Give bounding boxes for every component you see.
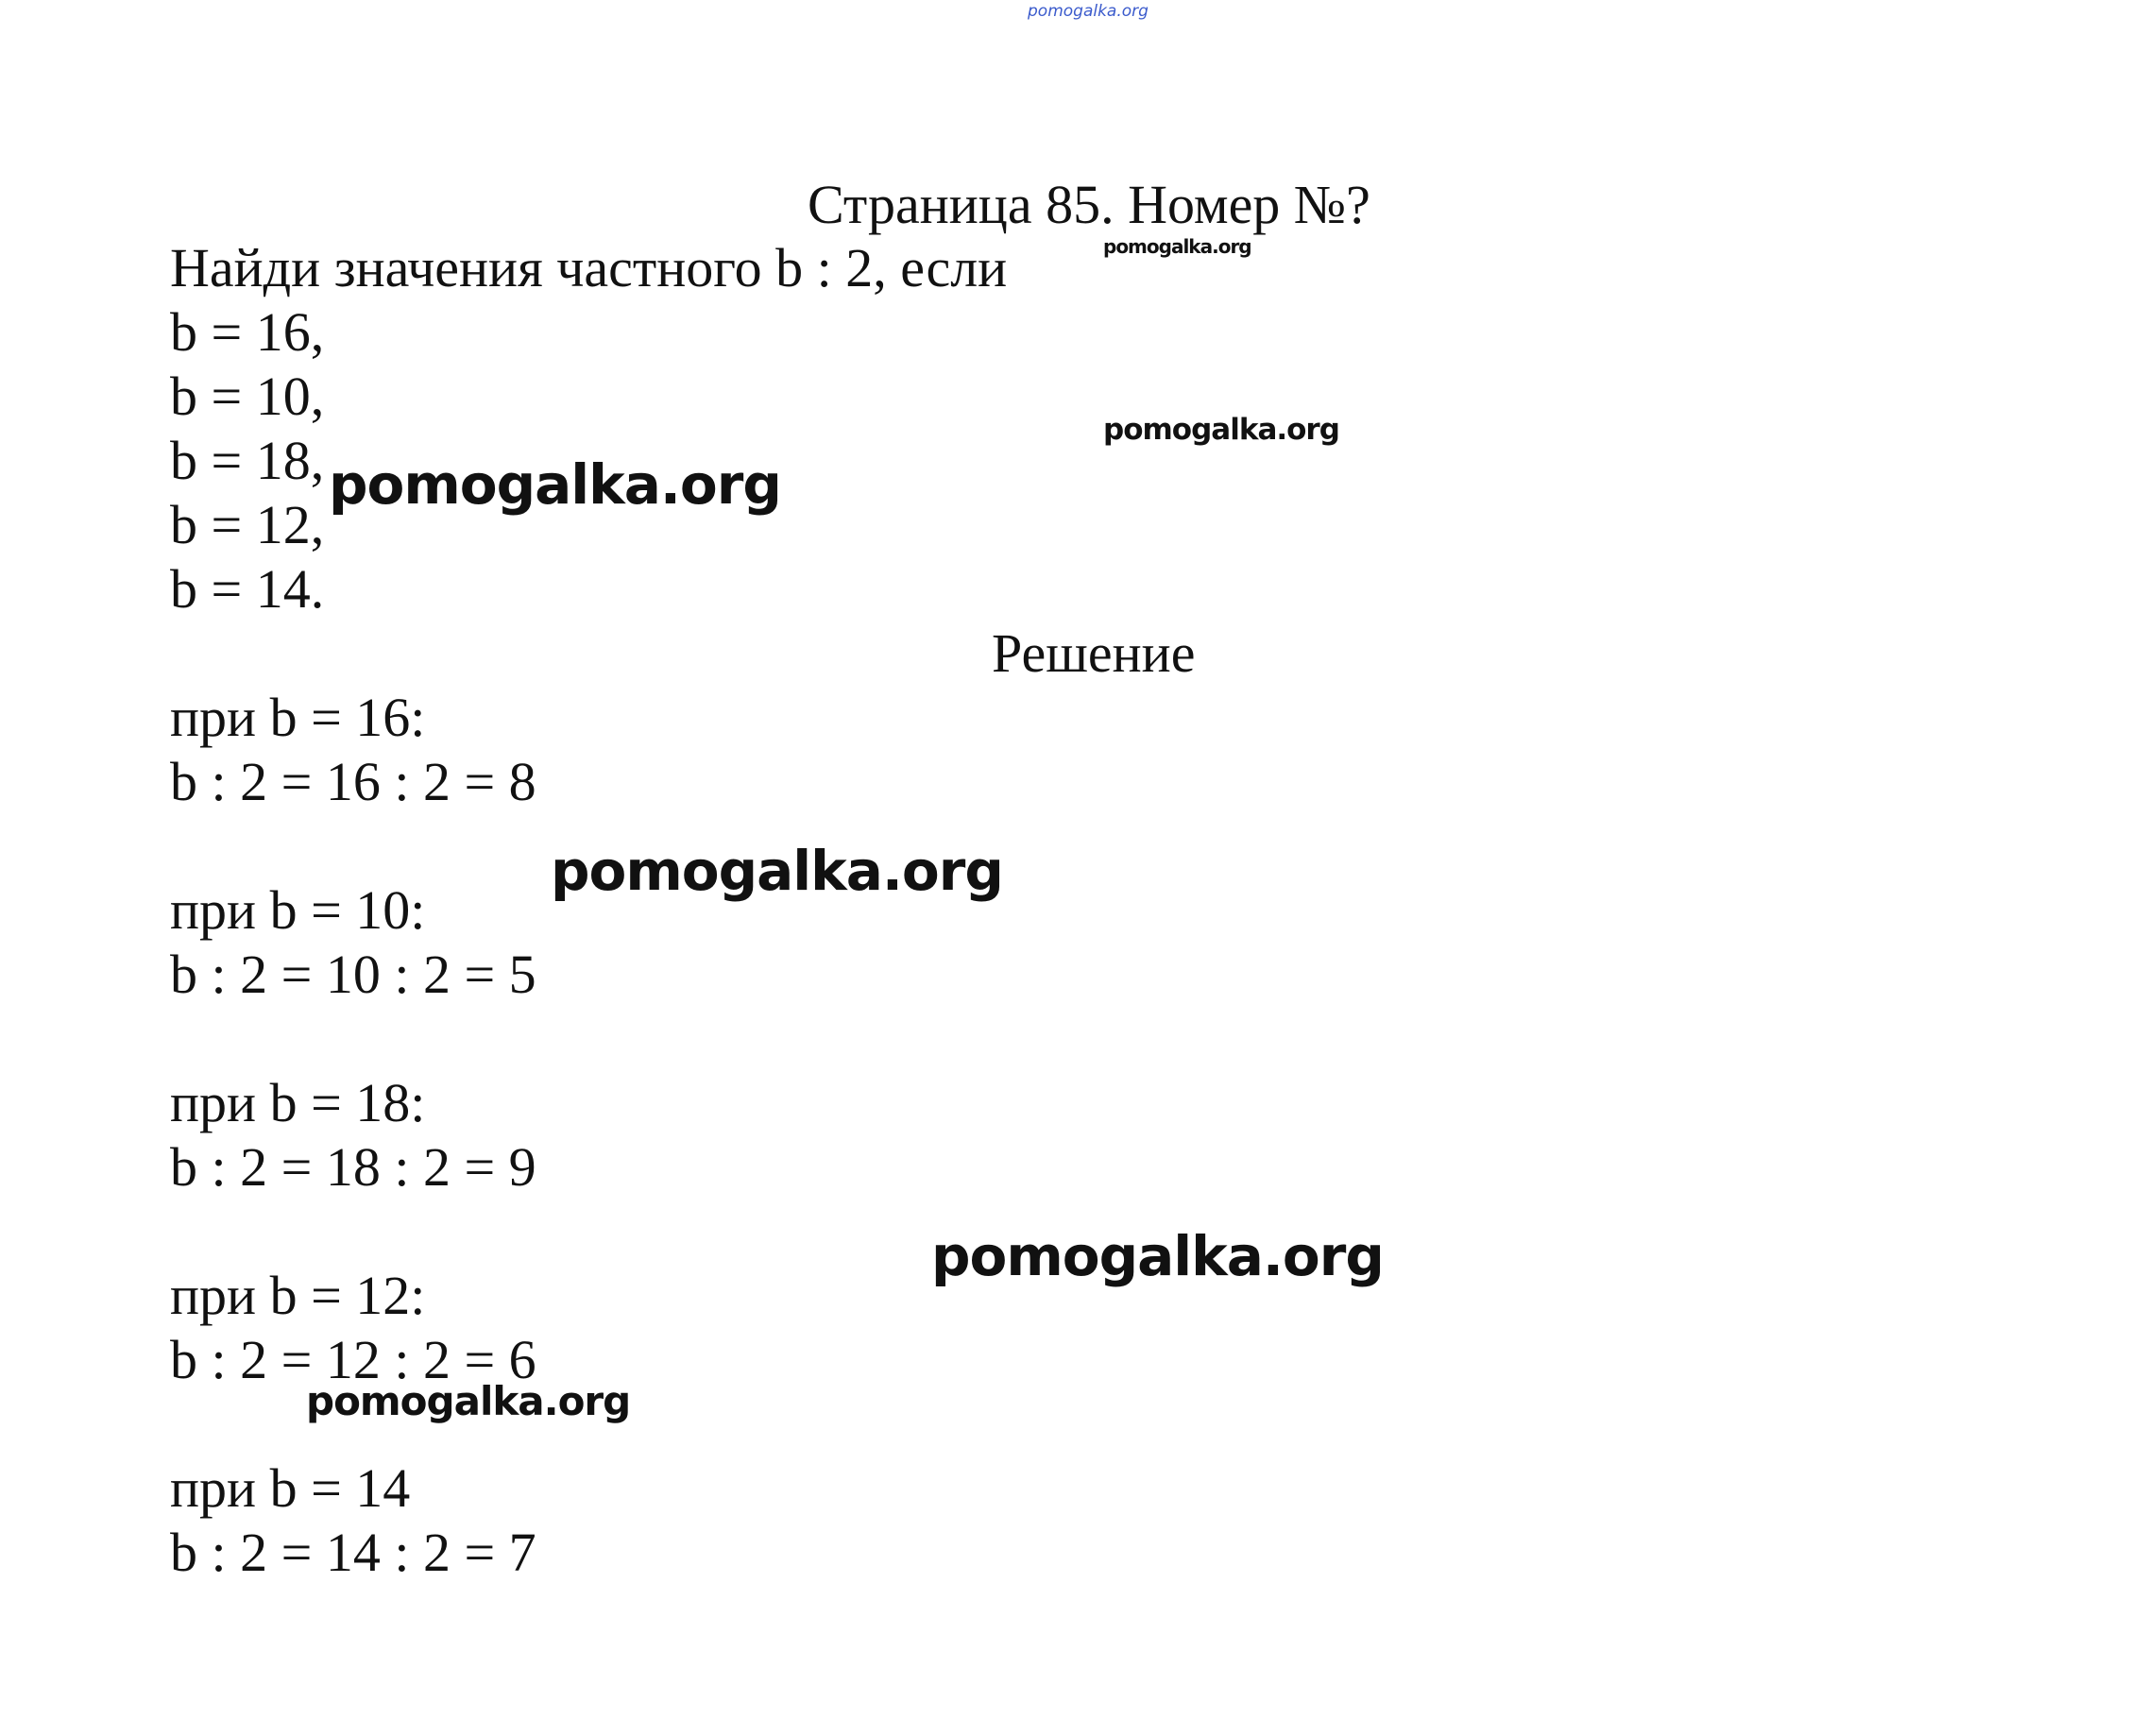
solution-condition: при b = 16: xyxy=(170,687,426,748)
solution-calc: b : 2 = 18 : 2 = 9 xyxy=(170,1136,536,1198)
watermark: pomogalka.org xyxy=(551,839,1003,903)
task-value: b = 18, xyxy=(170,430,325,491)
task-value: b = 10, xyxy=(170,366,325,427)
site-link[interactable]: pomogalka.org xyxy=(1028,2,1149,21)
watermark: pomogalka.org xyxy=(329,452,781,517)
task-value: b = 14. xyxy=(170,558,325,620)
solution-condition: при b = 10: xyxy=(170,879,426,941)
watermark: pomogalka.org xyxy=(1103,413,1339,447)
solution-calc: b : 2 = 12 : 2 = 6 xyxy=(170,1329,536,1390)
solution-condition: при b = 12: xyxy=(170,1265,426,1326)
watermark: pomogalka.org xyxy=(931,1224,1384,1288)
solution-condition: при b = 18: xyxy=(170,1072,426,1133)
watermark: pomogalka.org xyxy=(1103,235,1251,258)
task-value: b = 16, xyxy=(170,301,325,363)
solution-calc: b : 2 = 16 : 2 = 8 xyxy=(170,751,536,812)
task-value: b = 12, xyxy=(170,494,325,555)
solution-heading: Решение xyxy=(992,622,1196,684)
solution-calc: b : 2 = 10 : 2 = 5 xyxy=(170,944,536,1005)
watermark: pomogalka.org xyxy=(306,1378,631,1424)
page-title: Страница 85. Номер №? xyxy=(808,174,1370,235)
solution-calc: b : 2 = 14 : 2 = 7 xyxy=(170,1522,536,1583)
solution-condition: при b = 14 xyxy=(170,1457,411,1519)
task-statement: Найди значения частного b : 2, если xyxy=(170,237,1008,298)
